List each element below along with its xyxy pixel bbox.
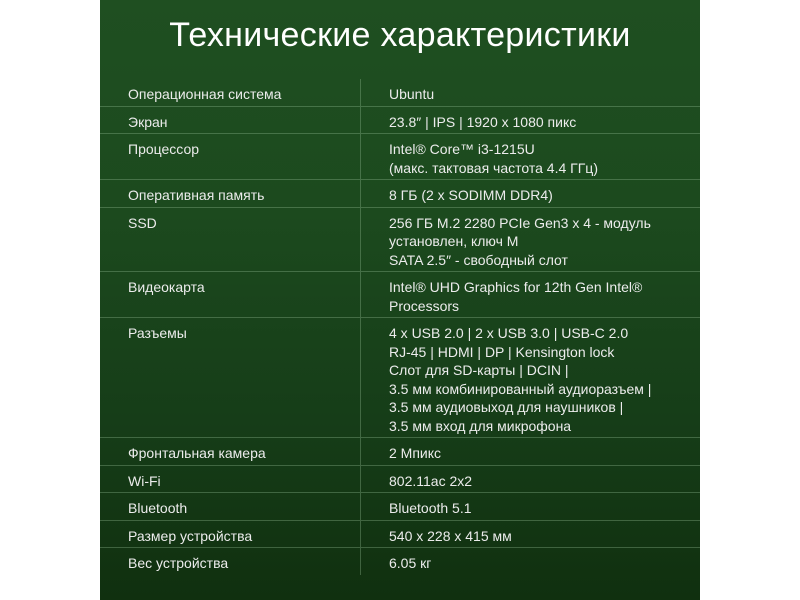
spec-value xyxy=(361,493,700,520)
spec-row xyxy=(100,107,700,135)
spec-label: Размер устройства xyxy=(100,521,361,548)
spec-row xyxy=(100,272,700,318)
spec-value-line: Слот для SD-карты | DCIN | xyxy=(389,362,569,378)
spec-value-line: 802.11ac 2x2 xyxy=(389,472,473,489)
spec-label: Операционная система xyxy=(100,79,361,106)
spec-row xyxy=(100,318,700,438)
spec-row xyxy=(100,521,700,549)
spec-value-line: установлен, ключ M xyxy=(389,233,519,249)
spec-value-line: Processors xyxy=(389,297,460,314)
spec-label: Разъемы xyxy=(100,318,361,437)
spec-value xyxy=(361,318,700,437)
spec-value xyxy=(361,134,700,179)
spec-value-line: 8 ГБ (2 x SODIMM DDR4) xyxy=(389,187,553,203)
spec-value-line: RJ-45 | HDMI | DP | Kensington lock xyxy=(389,343,615,360)
spec-label: Видеокарта xyxy=(100,272,361,317)
spec-value-line: Bluetooth 5.1 xyxy=(389,500,472,516)
spec-value-line: 3.5 мм комбинированный аудиоразъем | xyxy=(389,380,652,397)
spec-label: Экран xyxy=(100,107,361,134)
spec-value-line: 23.8″ | IPS | 1920 x 1080 пикс xyxy=(389,113,577,130)
spec-value-line: 540 x 228 x 415 мм xyxy=(389,527,512,544)
spec-value xyxy=(361,208,700,272)
spec-value xyxy=(361,466,700,493)
spec-value xyxy=(361,79,700,106)
spec-value-line: Intel® Core™ i3-1215U xyxy=(389,141,535,157)
spec-sheet-panel xyxy=(100,0,700,600)
spec-value-line: 4 x USB 2.0 | 2 x USB 3.0 | USB-C 2.0 xyxy=(389,325,629,341)
spec-label: Wi-Fi xyxy=(100,466,361,493)
spec-value xyxy=(361,180,700,207)
spec-value-line: (макс. тактовая частота 4.4 ГГц) xyxy=(389,159,598,176)
spec-row xyxy=(100,493,700,521)
spec-label: Процессор xyxy=(100,134,361,179)
spec-value xyxy=(361,107,700,134)
spec-label: Фронтальная камера xyxy=(100,438,361,465)
spec-value-line: Ubuntu xyxy=(389,86,435,102)
spec-label: SSD xyxy=(100,208,361,272)
spec-label: Оперативная память xyxy=(100,180,361,207)
spec-value-line: 6.05 кг xyxy=(389,555,432,571)
spec-row xyxy=(100,134,700,180)
spec-label: Вес устройства xyxy=(100,548,361,575)
spec-value-line: 2 Мпикс xyxy=(389,445,442,461)
page-title: Технические характеристики xyxy=(169,16,631,54)
spec-table xyxy=(100,79,700,575)
spec-label: Bluetooth xyxy=(100,493,361,520)
spec-row xyxy=(100,548,700,575)
spec-row xyxy=(100,180,700,208)
spec-value-line: 3.5 мм вход для микрофона xyxy=(389,417,572,434)
spec-row xyxy=(100,438,700,466)
spec-value-line: SATA 2.5″ - свободный слот xyxy=(389,251,568,268)
spec-row xyxy=(100,79,700,107)
spec-row xyxy=(100,466,700,494)
spec-value xyxy=(361,521,700,548)
spec-value-line: 256 ГБ M.2 2280 PCIe Gen3 x 4 - модуль xyxy=(389,214,651,231)
spec-row xyxy=(100,208,700,273)
spec-value-line: Intel® UHD Graphics for 12th Gen Intel® xyxy=(389,279,643,295)
spec-value-line: 3.5 мм аудиовыход для наушников | xyxy=(389,399,624,415)
spec-value xyxy=(361,548,700,575)
spec-value xyxy=(361,438,700,465)
spec-value xyxy=(361,272,700,317)
